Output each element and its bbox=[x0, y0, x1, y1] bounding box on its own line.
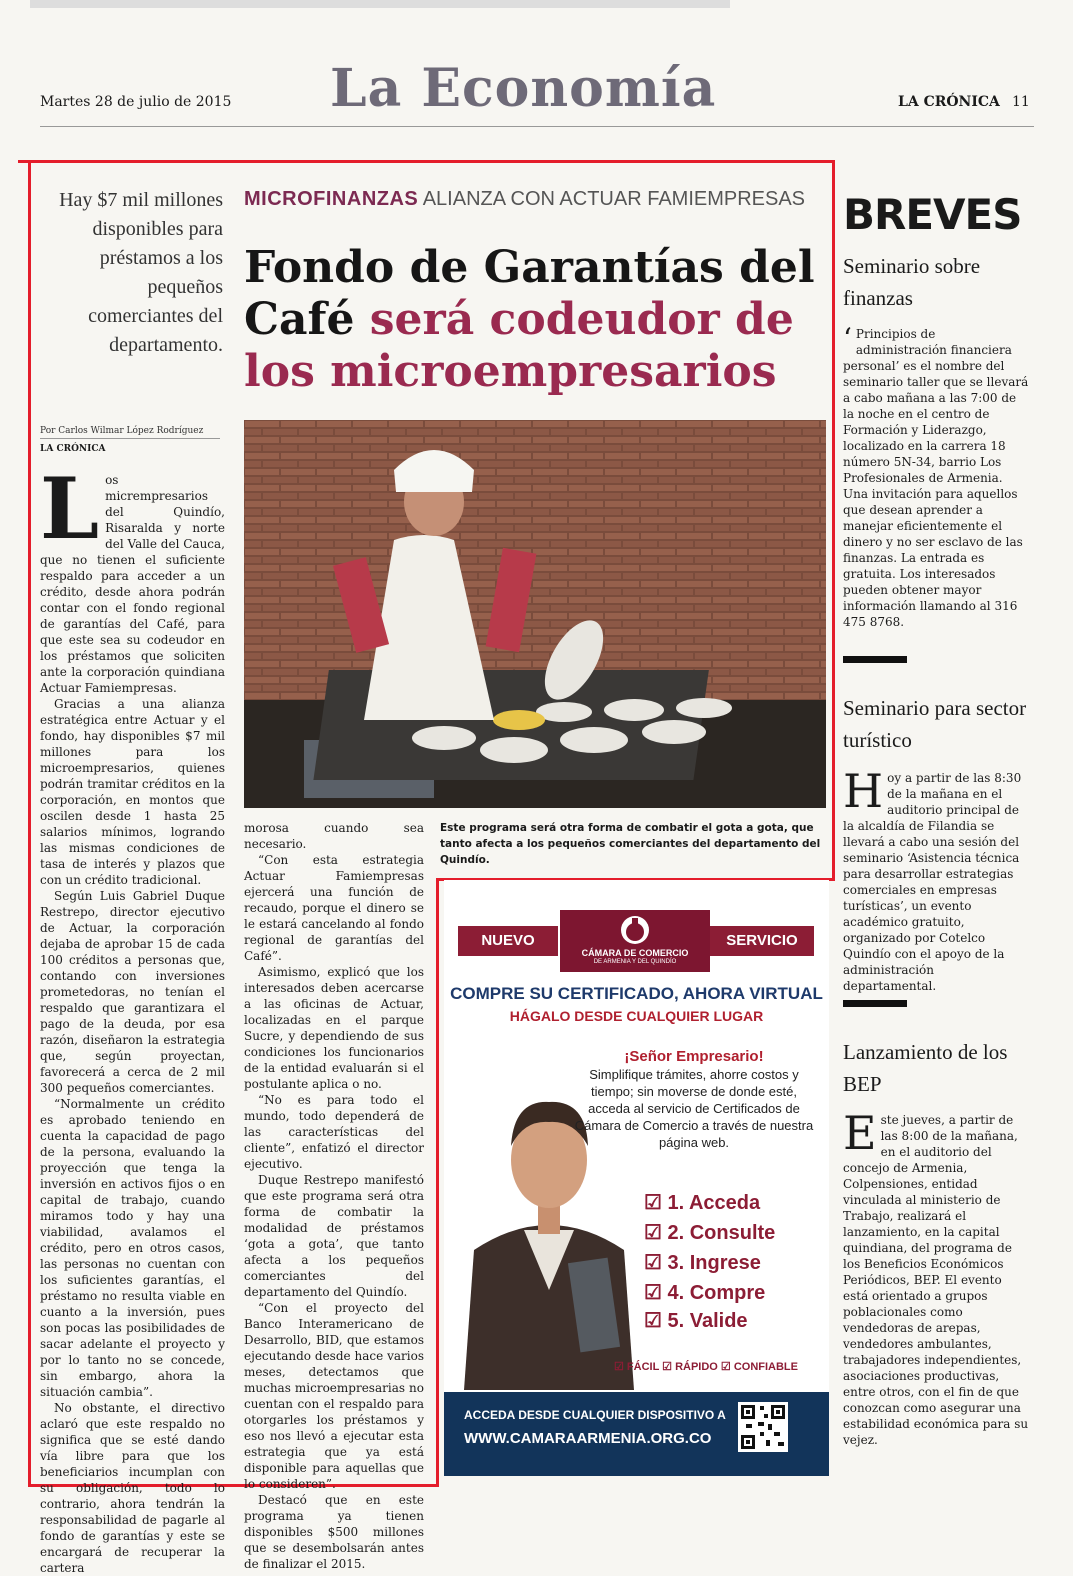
logo-line-2: DE ARMENIA Y DEL QUINDÍO bbox=[593, 959, 677, 965]
brief-3-text bbox=[843, 1106, 1029, 1448]
ad-step-1: ☑ 1. Acceda bbox=[644, 1192, 761, 1214]
section-title: La Economía bbox=[330, 58, 717, 119]
chamber-of-commerce-logo bbox=[560, 910, 710, 972]
header-rule bbox=[40, 126, 1034, 127]
brief-2-dropcap: H bbox=[843, 764, 884, 818]
body-column-1 bbox=[40, 459, 225, 1576]
ad-step-3: ☑ 3. Ingrese bbox=[644, 1252, 761, 1274]
paragraph: Gracias a una alianza estratégica entre Actuar y el fondo, hay disponibles $7 mil millones para los microempresarios, quienes podrán tramitar créditos en la corporación, en montos que oscilen desde 1 hasta 25 salarios mínimos, logrando las mismas condiciones de tasa de interés y plazos que con un crédito tradicional. bbox=[40, 697, 225, 887]
brief-separator bbox=[843, 1000, 907, 1007]
photo-caption: Este programa será otra forma de combatir el gota a gota, que tanto afecta a los pequeños comerciantes del departamento del Quindío. bbox=[440, 822, 821, 866]
page-number: 11 bbox=[1012, 94, 1030, 110]
ad-headline: COMPRE SU CERTIFICADO, AHORA VIRTUAL bbox=[450, 984, 823, 1003]
paragraph: Destacó que en este programa ya tienen disponibles $500 millones que se desembolsarán antes de finalizar el 2015. bbox=[244, 1493, 424, 1571]
paragraph: “Con el proyecto del Banco Interamericano de Desarrollo, BID, que estamos ejecutando desde hace varios meses, detectamos que muchas microempresarias no cuentan con el respaldo para otorgarles los préstamos y eso nos llevó a ejecutar esta estrategia que ya está disponible para aquellas que lo consideren”. bbox=[244, 1301, 424, 1491]
ad-badge-service: SERVICIO bbox=[710, 926, 814, 956]
ad-website: WWW.CAMARAARMENIA.ORG.CO bbox=[464, 1430, 712, 1447]
logo-line-1: CÁMARA DE COMERCIO bbox=[581, 948, 689, 958]
headline-part-red: será codeudor de los microempresarios bbox=[244, 294, 794, 397]
ad-greeting: ¡Señor Empresario! bbox=[624, 1048, 764, 1065]
article-deck: Hay $7 mil millones disponibles para préstamos a los pequeños comerciantes del departamento. bbox=[59, 189, 223, 356]
headline bbox=[244, 242, 824, 398]
brief-2-paragraph: oy a partir de las 8:30 de la mañana en el auditorio principal de la alcaldía de Filandia se llevará a cabo una sesión del seminario ‘Asistencia técnica para desarrollar estrategias comerciales en empresas turísticas’, un evento académico gratuito, organizado por Cotelco Quindío con el apoyo de la administración departamental. bbox=[843, 771, 1022, 993]
body-column-2 bbox=[244, 820, 424, 1572]
ad-step-2: ☑ 2. Consulte bbox=[644, 1222, 776, 1244]
brief-2-text bbox=[843, 764, 1029, 994]
byline-publication: LA CRÓNICA bbox=[40, 444, 106, 454]
ad-body-text: Simplifique trámites, ahorre costos y tiempo; sin moverse de donde esté, acceda al servicio de Certificados de Cámara de Comercio a través de nuestra página web. bbox=[574, 1067, 814, 1150]
brief-2-heading: Seminario para sector turístico bbox=[843, 696, 1027, 752]
qr-code-icon bbox=[738, 1402, 788, 1452]
previous-page-trim bbox=[30, 0, 730, 8]
paragraph: morosa cuando sea necesario. bbox=[244, 821, 424, 851]
brief-1-paragraph: Principios de administración financiera personal’ es el nombre del seminario taller que se llevará a cabo mañana a las 7:00 de la noche en el centro de Formación y Liderazgo, localizado en la carrera 18 número 5N-34, barrio Los Profesionales de Armenia. Una invitación para aquellos que desean aprender a manejar eficientemente el dinero y no ser esclavo de las finanzas. La entrada es gratuita. Los interesados pueden obtener mayor información llamando al 316 475 8768. bbox=[843, 327, 1029, 629]
kicker bbox=[244, 188, 805, 211]
byline-rule bbox=[40, 438, 220, 439]
ad-step-5: ☑ 5. Valide bbox=[644, 1310, 748, 1332]
ad-step-4: ☑ 4. Compre bbox=[644, 1282, 766, 1304]
headline-part-black: Fondo de Garantías del Café bbox=[244, 242, 815, 345]
drop-cap: L bbox=[40, 459, 100, 558]
kicker-subtopic: ALIANZA CON ACTUAR FAMIEMPRESAS bbox=[422, 188, 806, 210]
paragraph: Según Luis Gabriel Duque Restrepo, director ejecutivo de Actuar, la corporación dejaba de aprobar 15 de cada 100 créditos a personas que, contando con inversiones prometedoras, no tenían el respaldo que garantizara el pago de la deuda, por esa razón, diseñaron la estrategia que, según proyectan, favorecerá a cerca de 2 mil 300 pequeños comerciantes. bbox=[40, 889, 225, 1095]
newspaper-brand: LA CRÓNICA bbox=[898, 94, 1000, 110]
paragraph: Asimismo, explicó que los interesados deben acercarse a las oficinas de Actuar, localizadas en el parque Sucre, y dependiendo de sus condiciones los funcionarios de la entidad evaluarán si el postulante aplica o no. bbox=[244, 965, 424, 1091]
brief-separator bbox=[843, 656, 907, 663]
paragraph: os micrempresarios del Quindío, Risaralda y norte del Valle del Cauca, que no tienen el suficiente respaldo para acceder a un crédito, desde ahora podrán contar con el fondo regional de garantías del Café, para que este sea su codeudor en los préstamos que soliciten ante la corporación quindiana Actuar Famiempresas. bbox=[40, 473, 225, 695]
paragraph: Duque Restrepo manifestó que este programa será otra forma de combatir la modalidad de préstamos ‘gota a gota’, que tanto afecta a los pequeños comerciantes del departamento del Quindío. bbox=[244, 1173, 424, 1299]
ad-subheadline: HÁGALO DESDE CUALQUIER LUGAR bbox=[509, 1008, 764, 1024]
brief-3-paragraph: ste jueves, a partir de las 8:00 de la mañana, en el auditorio del concejo de Armenia, Colpensiones, entidad vinculada al ministerio de Trabajo, realizará el lanzamiento, en la capital quindiana, del programa de los Beneficios Económicos Periódicos, BEP. El evento está orientado a grupos poblacionales como vendedoras de arepas, vendedores ambulantes, trabajadores independientes, asociaciones productivas, entre otros, con el fin de que conozcan como asegurar una estabilidad económica para su vejez. bbox=[843, 1113, 1029, 1447]
article-photo bbox=[244, 420, 826, 808]
paragraph: “Normalmente un crédito es aprobado teniendo en cuenta la capacidad de pago de la persona, evaluando la proyección que tenga la inversión en activos fijos o en capital de trabajo, cuando miramos todo y hay una viabilidad, avalamos el crédito, pero en otros casos, las personas no cuentan con los suficientes garantías, el préstamo no resulta viable en cuanto a la inversión, pues son pocas las posibilidades de sacar adelante el proyecto y por lo tanto no se concede, sin embargo, ahora la situación cambia”. bbox=[40, 1097, 225, 1399]
issue-date: Martes 28 de julio de 2015 bbox=[40, 94, 232, 110]
brief-3-heading: Lanzamiento de los BEP bbox=[843, 1040, 1008, 1096]
brief-1-dropcap: ‘ bbox=[843, 322, 852, 355]
brief-1-heading: Seminario sobre finanzas bbox=[843, 254, 981, 310]
ad-tags: ☑ FÁCIL ☑ RÁPIDO ☑ CONFIABLE bbox=[614, 1361, 798, 1373]
ad-badge-new: NUEVO bbox=[458, 926, 558, 956]
byline: Por Carlos Wilmar López Rodríguez bbox=[40, 426, 204, 436]
brief-3-dropcap: E bbox=[843, 1106, 877, 1160]
paragraph: “No es para todo el mundo, todo dependerá de las características del cliente”, enfatizó el director ejecutivo. bbox=[244, 1093, 424, 1171]
paragraph: “Con esta estrategia Actuar Famiempresas ejercerá una función de recaudo, porque el dinero se le estará cancelando al fondo regional de garantías del Café”. bbox=[244, 853, 424, 963]
breves-title: BREVES bbox=[843, 190, 1022, 239]
logo-emblem-icon bbox=[618, 914, 652, 946]
kicker-topic: MICROFINANZAS bbox=[244, 188, 419, 210]
brief-1-text bbox=[843, 322, 1029, 630]
paragraph: No obstante, el directivo aclaró que este respaldo no significa que se esté dando vía libre para que los beneficiarios incumplan con su obligación, todo lo contrario, ahora tendrán la responsabilidad de pagarle al fondo de garantías y este se encargará de recuperar la cartera bbox=[40, 1401, 225, 1575]
ad-footer-line-1: ACCEDA DESDE CUALQUIER DISPOSITIVO A bbox=[464, 1408, 726, 1422]
advertisement bbox=[444, 880, 829, 1476]
